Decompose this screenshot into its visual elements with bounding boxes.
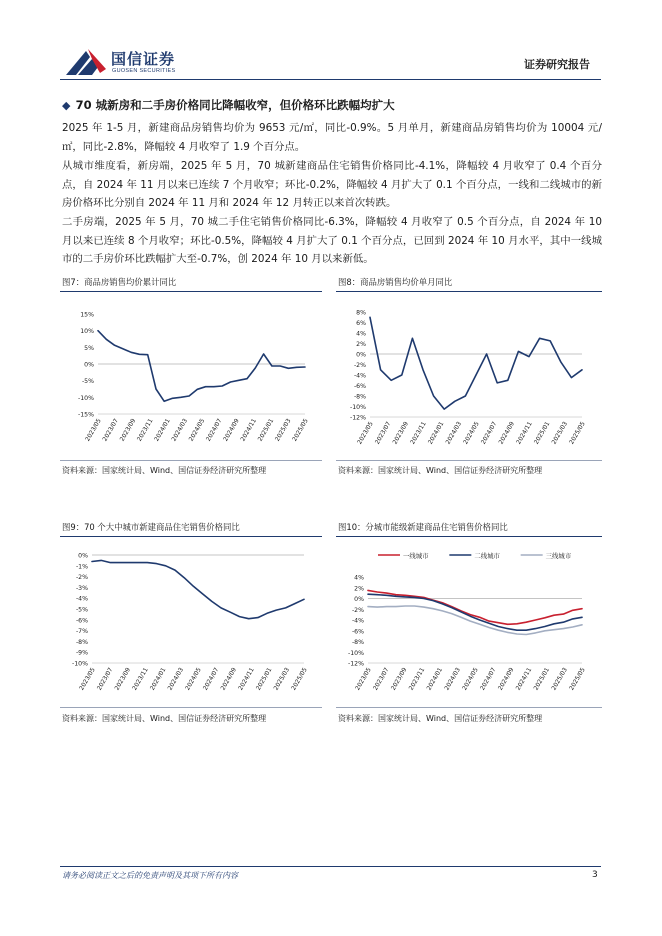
paragraph-2: 从城市维度看，新房端，2025 年 5 月，70 城新建商品住宅销售价格同比-4.1%，降幅较 4 月收窄了 0.4 个百分点，自 2024 年 11 月以来已连续 7 个月收窄；环比-0.2%，降幅较 4 月扩大了 0.1 个百分点，一线和二线城市的新房价格环比分别自 2024 年 11 月和 2024 年 12 月转正以来首次转跌。 bbox=[62, 160, 602, 209]
header bbox=[0, 0, 662, 85]
fig7-y-tick-label: 15% bbox=[80, 311, 94, 319]
fig9-series-line-0 bbox=[92, 560, 304, 618]
fig10-x-tick-label: 2024/03 bbox=[443, 666, 462, 692]
fig7-top-rule bbox=[60, 291, 322, 292]
fig8-y-tick-label: 0% bbox=[356, 351, 366, 359]
fig8-title: 图8：商品房销售均价单月同比 bbox=[338, 277, 453, 287]
fig9-y-tick-label: -2% bbox=[75, 574, 88, 582]
fig7-x-tick-label: 2024/03 bbox=[170, 417, 189, 443]
fig7-y-tick-label: -5% bbox=[81, 378, 94, 386]
report-type: 证券研究报告 bbox=[524, 58, 590, 71]
fig7-x-tick-label: 2024/07 bbox=[204, 417, 224, 443]
fig8-y-tick-label: -2% bbox=[353, 362, 366, 369]
fig9-x-tick-label: 2024/11 bbox=[237, 666, 256, 692]
fig9-y-tick-label: -3% bbox=[75, 584, 88, 592]
fig10-y-tick-label: -10% bbox=[348, 649, 364, 657]
fig8-source: 资料来源：国家统计局、Wind、国信证券经济研究所整理 bbox=[338, 466, 543, 475]
fig10-x-tick-label: 2023/05 bbox=[354, 666, 373, 692]
fig9-y-tick-label: -6% bbox=[75, 617, 88, 625]
fig10-y-tick-label: 0% bbox=[354, 596, 364, 603]
fig9-y-tick-label: -7% bbox=[75, 628, 88, 636]
fig7-x-tick-label: 2024/01 bbox=[153, 417, 172, 443]
fig10-bottom-rule bbox=[336, 707, 602, 708]
fig7-x-tick-label: 2024/05 bbox=[187, 417, 207, 443]
fig10-x-tick-label: 2024/05 bbox=[461, 666, 480, 692]
fig10-y-tick-label: -12% bbox=[348, 660, 364, 668]
fig8-x-tick-label: 2024/09 bbox=[497, 420, 517, 446]
fig10-x-tick-label: 2025/03 bbox=[550, 666, 569, 692]
fig10-x-tick-label: 2023/09 bbox=[389, 666, 409, 692]
fig9-x-tick-label: 2024/05 bbox=[184, 666, 203, 692]
fig8-x-tick-label: 2024/05 bbox=[462, 420, 481, 446]
fig7-x-tick-label: 2024/09 bbox=[222, 417, 241, 443]
fig8-x-tick-label: 2023/07 bbox=[373, 420, 393, 446]
fig7-x-tick-label: 2025/05 bbox=[291, 417, 310, 443]
fig7-x-tick-label: 2023/05 bbox=[84, 417, 103, 443]
header-rule bbox=[60, 79, 601, 80]
fig7-x-tick-label: 2023/11 bbox=[135, 417, 155, 443]
section-heading-text: 70 城新房和二手房价格同比降幅收窄，但价格环比跌幅均扩大 bbox=[75, 98, 395, 112]
fig10-title: 图10：分城市能级新建商品住宅销售价格同比 bbox=[338, 522, 508, 532]
fig10-legend-label: 二线城市 bbox=[474, 552, 500, 560]
fig8-y-tick-label: 6% bbox=[356, 320, 366, 327]
fig8-chart bbox=[336, 294, 602, 460]
fig7-y-tick-label: 5% bbox=[84, 344, 94, 352]
fig9-x-tick-label: 2025/05 bbox=[290, 666, 309, 692]
fig10-top-rule bbox=[336, 536, 602, 537]
fig9-y-tick-label: -5% bbox=[75, 606, 88, 614]
fig7-x-tick-label: 2024/11 bbox=[239, 417, 258, 443]
fig10-x-tick-label: 2024/09 bbox=[496, 666, 516, 692]
fig9-y-tick-label: -10% bbox=[72, 660, 88, 668]
fig9-x-tick-label: 2023/09 bbox=[113, 666, 133, 692]
fig9-x-tick-label: 2024/07 bbox=[201, 666, 221, 692]
fig7-y-tick-label: 10% bbox=[80, 328, 94, 336]
fig9-source: 资料来源：国家统计局、Wind、国信证券经济研究所整理 bbox=[62, 714, 267, 723]
fig9-x-tick-label: 2025/03 bbox=[272, 666, 292, 692]
fig7-y-tick-label: 0% bbox=[84, 361, 94, 369]
fig10-y-tick-label: -8% bbox=[351, 639, 364, 646]
fig7-source: 资料来源：国家统计局、Wind、国信证券经济研究所整理 bbox=[62, 466, 267, 475]
fig7-y-tick-label: -10% bbox=[78, 394, 94, 402]
fig9-x-tick-label: 2023/05 bbox=[78, 666, 97, 692]
fig8-x-tick-label: 2025/01 bbox=[532, 420, 552, 446]
fig8-y-tick-label: 2% bbox=[356, 341, 366, 348]
fig7-x-tick-label: 2023/07 bbox=[101, 417, 120, 443]
fig10-x-tick-label: 2025/05 bbox=[568, 666, 587, 692]
fig8-y-tick-label: -8% bbox=[353, 393, 366, 401]
paragraph-1: 2025 年 1-5 月，新建商品房销售均价为 9653 元/㎡，同比-0.9%。5 月单月，新建商品房销售均价为 10004 元/㎡，同比-2.8%，降幅较 4 月收窄了 1.9 个百分点。 bbox=[62, 122, 602, 153]
fig9-bottom-rule bbox=[60, 707, 322, 708]
footer-disclaimer: 请务必阅读正文之后的免责声明及其项下所有内容 bbox=[62, 871, 238, 880]
fig8-y-tick-label: 4% bbox=[356, 330, 366, 338]
fig8-x-tick-label: 2025/05 bbox=[568, 420, 587, 446]
fig8-x-tick-label: 2024/07 bbox=[479, 420, 499, 446]
footer-rule bbox=[60, 866, 601, 867]
fig9-x-tick-label: 2023/11 bbox=[131, 666, 150, 692]
fig10-x-tick-label: 2024/07 bbox=[479, 666, 498, 692]
fig9-x-tick-label: 2024/01 bbox=[148, 666, 168, 692]
page-number: 3 bbox=[592, 870, 598, 880]
fig8-y-tick-label: -10% bbox=[350, 404, 366, 411]
logo-cn-text: 国信证券 bbox=[111, 50, 176, 68]
fig9-y-tick-label: -9% bbox=[75, 649, 88, 657]
fig8-x-tick-label: 2023/09 bbox=[391, 420, 411, 446]
fig9-y-tick-label: 0% bbox=[78, 552, 88, 560]
fig9-x-tick-label: 2024/03 bbox=[166, 666, 186, 692]
fig10-chart bbox=[336, 539, 602, 705]
fig9-chart bbox=[60, 539, 322, 705]
logo-en-text: GUOSEN SECURITIES bbox=[112, 68, 176, 74]
fig10-legend-label: 一线城市 bbox=[403, 552, 429, 560]
fig10-y-tick-label: -4% bbox=[351, 617, 364, 625]
fig8-y-tick-label: -4% bbox=[353, 372, 366, 380]
fig8-x-tick-label: 2024/01 bbox=[426, 420, 446, 446]
fig8-bottom-rule bbox=[336, 460, 602, 461]
fig7-y-tick-label: -15% bbox=[78, 411, 94, 419]
fig7-x-tick-label: 2023/09 bbox=[118, 417, 138, 443]
guosen-logo-icon bbox=[64, 47, 108, 77]
fig7-x-tick-label: 2025/03 bbox=[273, 417, 293, 443]
fig10-x-tick-label: 2023/07 bbox=[372, 666, 391, 692]
section-heading bbox=[62, 94, 602, 113]
fig9-y-tick-label: -1% bbox=[75, 563, 88, 571]
fig10-y-tick-label: 4% bbox=[354, 574, 364, 582]
fig8-x-tick-label: 2023/05 bbox=[356, 420, 375, 446]
fig7-title: 图7：商品房销售均价累计同比 bbox=[62, 277, 177, 287]
fig10-y-tick-label: -6% bbox=[351, 628, 364, 636]
fig7-x-tick-label: 2025/01 bbox=[256, 417, 276, 443]
fig8-y-tick-label: -12% bbox=[350, 414, 366, 422]
fig9-x-tick-label: 2024/09 bbox=[219, 666, 239, 692]
fig10-y-tick-label: -2% bbox=[351, 606, 364, 614]
fig10-y-tick-label: 2% bbox=[354, 585, 364, 593]
fig10-source: 资料来源：国家统计局、Wind、国信证券经济研究所整理 bbox=[338, 714, 543, 723]
diamond-bullet-icon: ◆ bbox=[62, 99, 71, 112]
paragraph-3: 二手房端，2025 年 5 月，70 城二手住宅销售价格同比-6.3%，降幅较 4 月收窄了 0.5 个百分点，自 2024 年 10 月以来已连续 8 个月收窄；环比-0.5%，降幅较 4 月扩大了 0.1 个百分点，已回到 2024 年 10 月水平，其中一线城市的二手房价环比跌幅扩大至-0.7%，创 2024 年 10 月以来新低。 bbox=[62, 216, 602, 265]
fig10-series-line-1 bbox=[368, 594, 582, 630]
fig10-x-tick-label: 2025/01 bbox=[532, 666, 552, 692]
fig8-y-tick-label: -6% bbox=[353, 383, 366, 390]
fig8-x-tick-label: 2024/11 bbox=[515, 420, 534, 446]
fig10-series-line-2 bbox=[368, 606, 582, 635]
fig9-y-tick-label: -8% bbox=[75, 638, 88, 646]
fig9-title: 图9：70 个大中城市新建商品住宅销售价格同比 bbox=[62, 522, 240, 532]
fig8-y-tick-label: 8% bbox=[356, 309, 366, 317]
fig8-x-tick-label: 2024/03 bbox=[444, 420, 464, 446]
fig9-x-tick-label: 2025/01 bbox=[254, 666, 274, 692]
fig8-series-line-0 bbox=[370, 317, 582, 409]
fig10-x-tick-label: 2024/01 bbox=[425, 666, 445, 692]
fig10-x-tick-label: 2024/11 bbox=[514, 666, 534, 692]
fig7-chart bbox=[60, 294, 322, 460]
fig9-x-tick-label: 2023/07 bbox=[95, 666, 115, 692]
fig8-x-tick-label: 2025/03 bbox=[550, 420, 570, 446]
fig10-legend-label: 三线城市 bbox=[545, 552, 572, 560]
fig9-top-rule bbox=[60, 536, 322, 537]
fig8-x-tick-label: 2023/11 bbox=[409, 420, 428, 446]
fig10-series-line-0 bbox=[368, 590, 582, 624]
fig7-series-line-0 bbox=[98, 331, 305, 402]
fig9-y-tick-label: -4% bbox=[75, 595, 88, 603]
fig7-bottom-rule bbox=[60, 460, 322, 461]
fig10-x-tick-label: 2023/11 bbox=[407, 666, 427, 692]
fig8-top-rule bbox=[336, 291, 602, 292]
